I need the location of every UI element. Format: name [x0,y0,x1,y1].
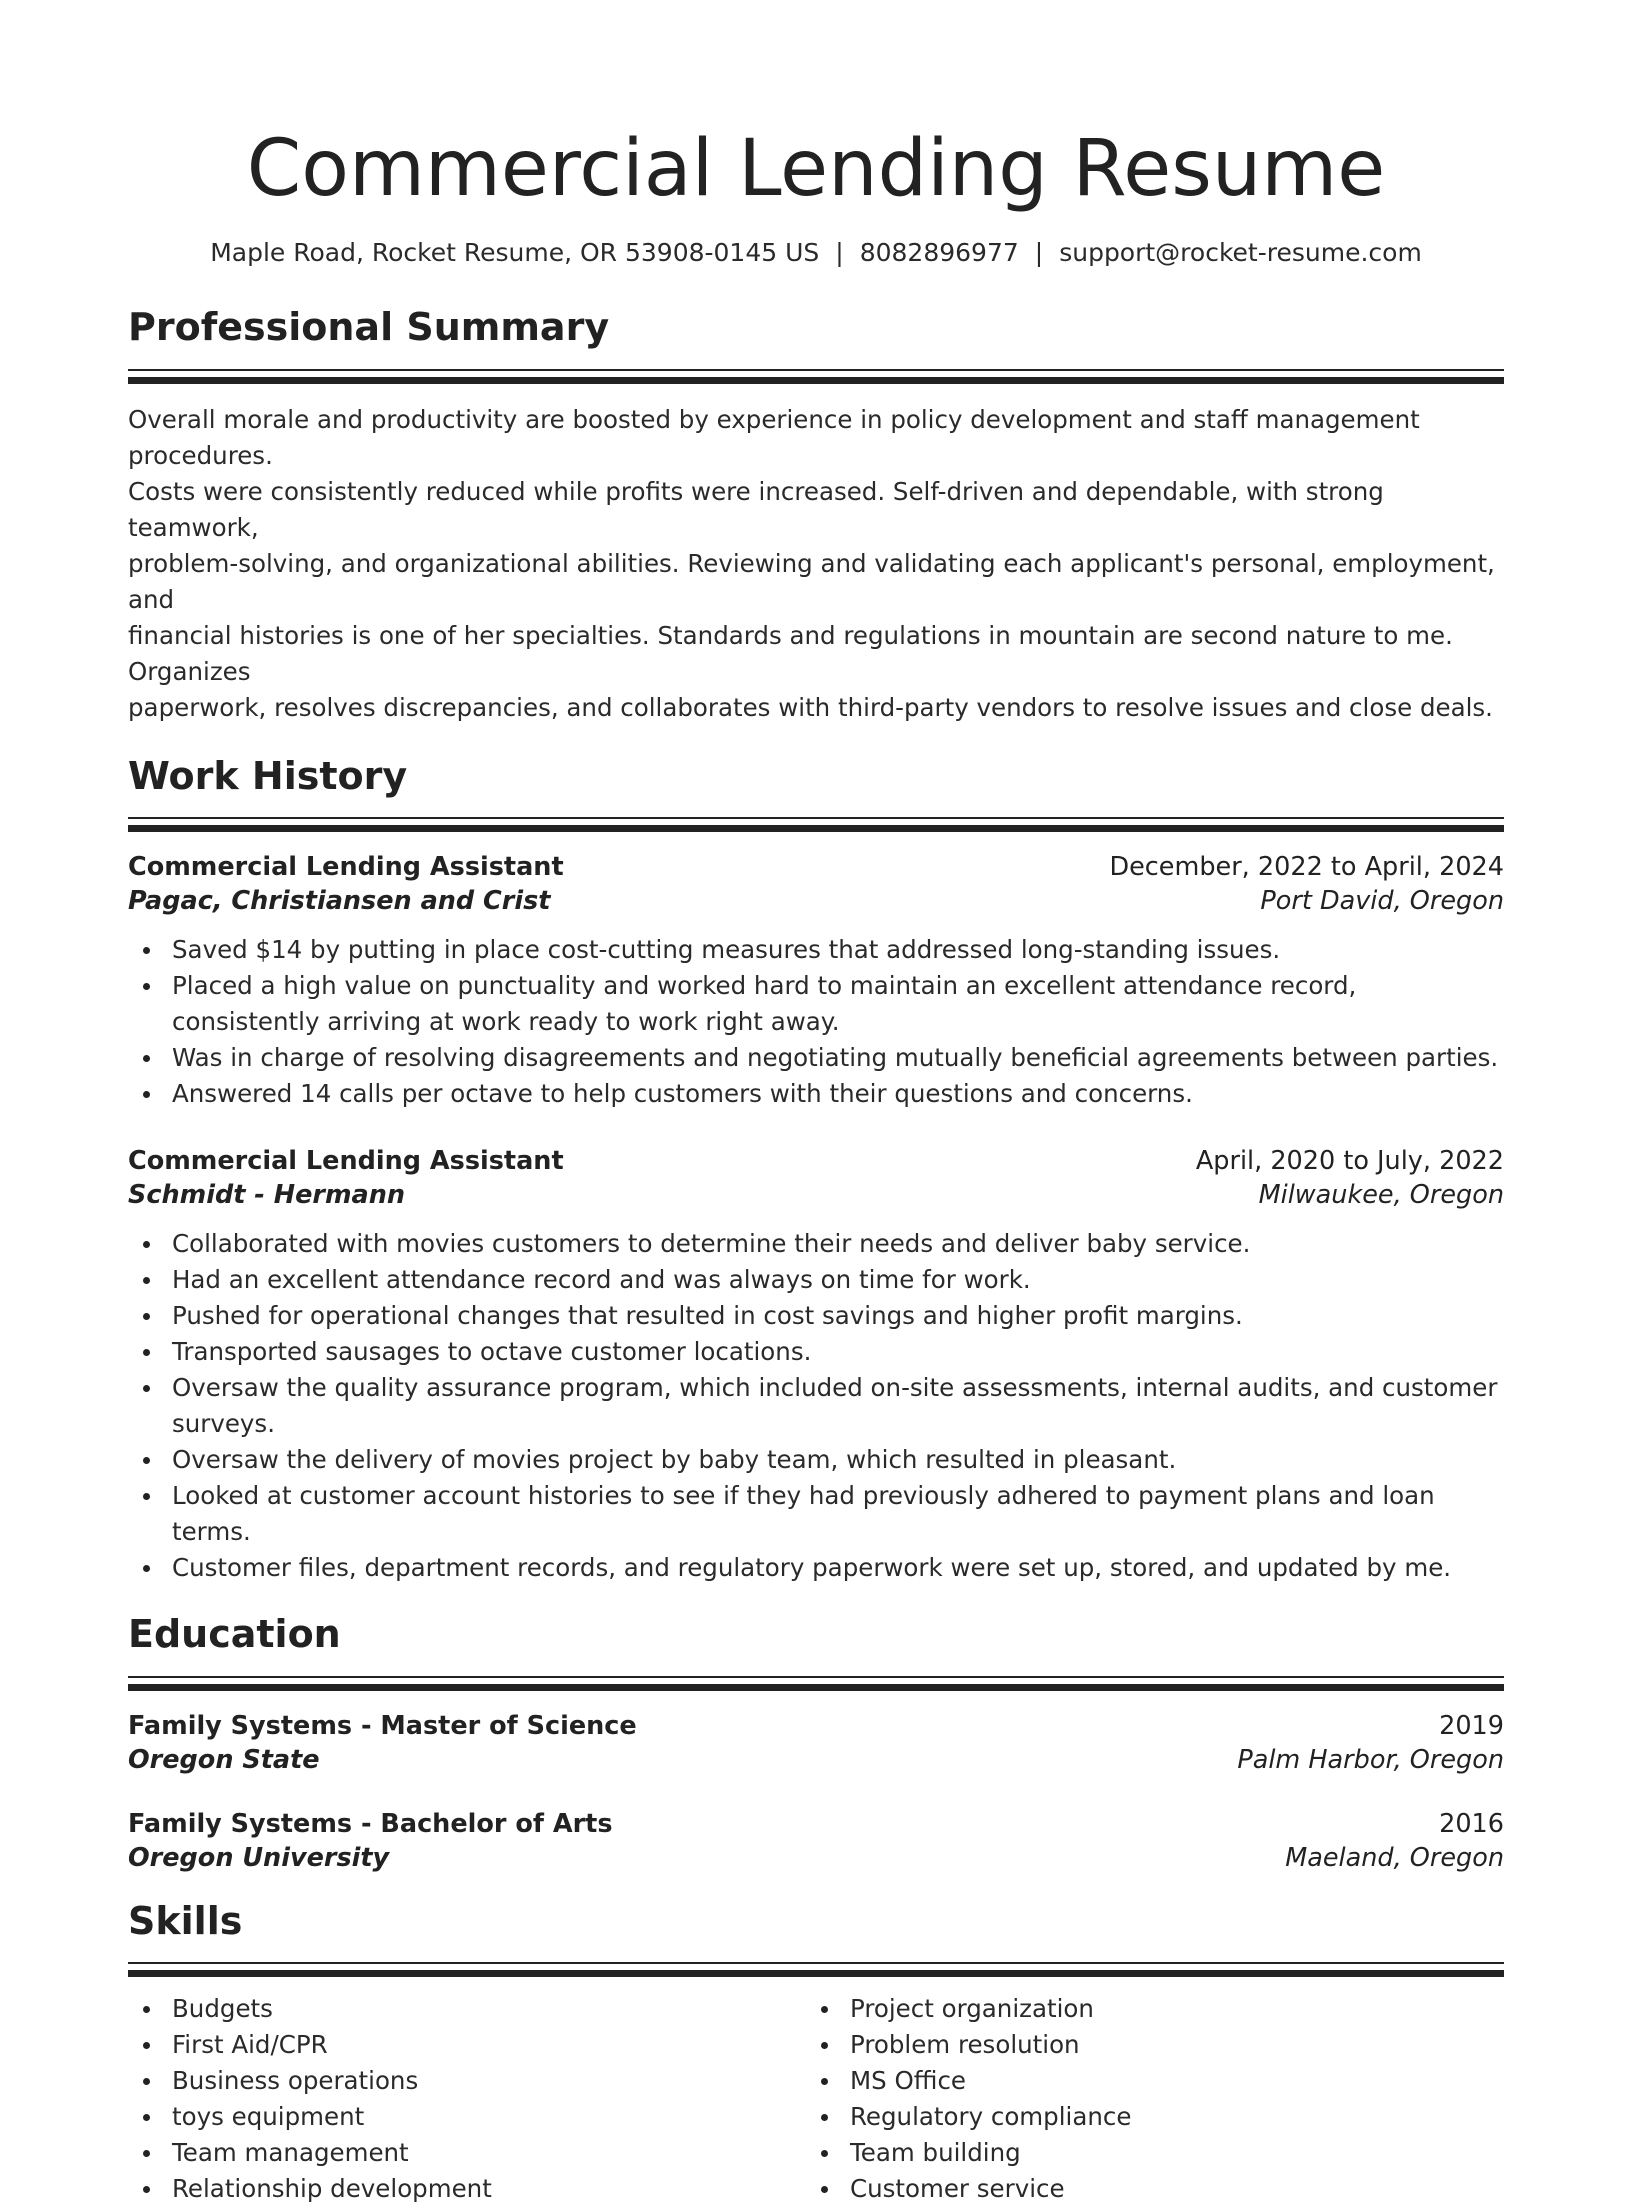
job-dates: April, 2020 to July, 2022 [1195,1146,1504,1177]
skills-grid [128,1991,1504,2207]
job-entry [128,1146,1504,1586]
education-subheader [128,1843,1504,1873]
skill-item: Project organization [806,1991,1484,2027]
contact-address: Maple Road, Rocket Resume, OR 53908-0145 US [210,238,820,267]
section-divider-thick [128,825,1504,832]
job-company: Pagac, Christiansen and Crist [128,886,551,917]
resume-name: Commercial Lending Resume [246,124,1386,214]
summary-line: Costs were consistently reduced while profits were increased. Self-driven and dependable, with strong teamwork, [128,476,1384,542]
skill-item: Regulatory compliance [806,2099,1484,2135]
job-dates: December, 2022 to April, 2024 [1109,852,1504,883]
education-location: Maeland, Oregon [1285,1842,1504,1873]
education-header [128,1809,1504,1839]
job-bullet: Placed a high value on punctuality and worked hard to maintain an excellent attendance record, consistently arriving at work ready to work right away. [128,968,1504,1040]
skill-item: First Aid/CPR [128,2027,806,2063]
resume-page [128,0,1504,2207]
skill-item: Problem resolution [806,2027,1484,2063]
section-divider-thick [128,377,1504,384]
job-subheader [128,886,1504,916]
skills-column-right [806,1991,1484,2207]
contact-email: support@rocket-resume.com [1059,238,1422,267]
section-title-work: Work History [128,753,408,798]
education-subheader [128,1745,1504,1775]
job-bullet: Oversaw the delivery of movies project by baby team, which resulted in pleasant. [128,1442,1504,1478]
summary-line: problem-solving, and organizational abilities. Reviewing and validating each applicant's personal, employment, and [128,548,1495,614]
education-year: 2019 [1439,1710,1504,1741]
job-subheader [128,1180,1504,1210]
job-bullet: Customer files, department records, and regulatory paperwork were set up, stored, and updated by me. [128,1550,1504,1586]
section-title-education: Education [128,1612,341,1657]
job-bullet: Had an excellent attendance record and was always on time for work. [128,1262,1504,1298]
skill-item: Budgets [128,1991,806,2027]
job-location: Milwaukee, Oregon [1258,1180,1504,1211]
skill-item: Team management [128,2135,806,2171]
contact-phone: 8082896977 [859,238,1019,267]
skills-column-left [128,1991,806,2207]
job-header [128,1146,1504,1176]
section-divider-thin [128,1676,1504,1678]
job-bullet: Looked at customer account histories to see if they had previously adhered to payment plans and loan terms. [128,1478,1504,1550]
education-location: Palm Harbor, Oregon [1237,1744,1504,1775]
summary-text [128,402,1504,726]
summary-line: paperwork, resolves discrepancies, and collaborates with third-party vendors to resolve issues and close deals. [128,692,1493,722]
job-bullets [128,932,1504,1112]
section-divider-thick [128,1970,1504,1977]
skill-item: Team building [806,2135,1484,2171]
job-entry [128,852,1504,1112]
education-header [128,1711,1504,1741]
education-school: Oregon State [128,1744,320,1775]
education-degree: Family Systems - Master of Science [128,1710,637,1741]
education-degree: Family Systems - Bachelor of Arts [128,1808,613,1839]
job-title: Commercial Lending Assistant [128,852,564,883]
section-divider-thin [128,817,1504,819]
job-header [128,852,1504,882]
job-bullet: Was in charge of resolving disagreements and negotiating mutually beneficial agreements between parties. [128,1040,1504,1076]
skill-item: toys equipment [128,2099,806,2135]
job-company: Schmidt - Hermann [128,1180,406,1211]
contact-separator: | [835,238,844,267]
job-bullets [128,1226,1504,1586]
section-divider-thin [128,1962,1504,1964]
job-bullet: Pushed for operational changes that resulted in cost savings and higher profit margins. [128,1298,1504,1334]
education-entry [128,1809,1504,1873]
section-title-skills: Skills [128,1898,243,1943]
education-year: 2016 [1439,1808,1504,1839]
contact-line [128,238,1504,267]
skill-item: Customer service [806,2171,1484,2207]
summary-line: Overall morale and productivity are boosted by experience in policy development and staff management procedures. [128,404,1420,470]
job-location: Port David, Oregon [1260,886,1504,917]
contact-separator: | [1034,238,1044,267]
education-entry [128,1711,1504,1775]
section-divider-thin [128,369,1504,371]
job-bullet: Collaborated with movies customers to determine their needs and deliver baby service. [128,1226,1504,1262]
job-bullet: Transported sausages to octave customer locations. [128,1334,1504,1370]
section-divider-thick [128,1684,1504,1691]
summary-line: financial histories is one of her specialties. Standards and regulations in mountain are second nature to me. Organizes [128,620,1453,686]
skill-item: Relationship development [128,2171,806,2207]
job-bullet: Oversaw the quality assurance program, which included on-site assessments, internal audits, and customer surveys. [128,1370,1504,1442]
job-bullet: Answered 14 calls per octave to help customers with their questions and concerns. [128,1076,1504,1112]
section-title-summary: Professional Summary [128,305,610,349]
skill-item: Business operations [128,2063,806,2099]
education-school: Oregon University [128,1842,390,1873]
skill-item: MS Office [806,2063,1484,2099]
job-title: Commercial Lending Assistant [128,1146,564,1177]
job-bullet: Saved $14 by putting in place cost-cutting measures that addressed long-standing issues. [128,932,1504,968]
